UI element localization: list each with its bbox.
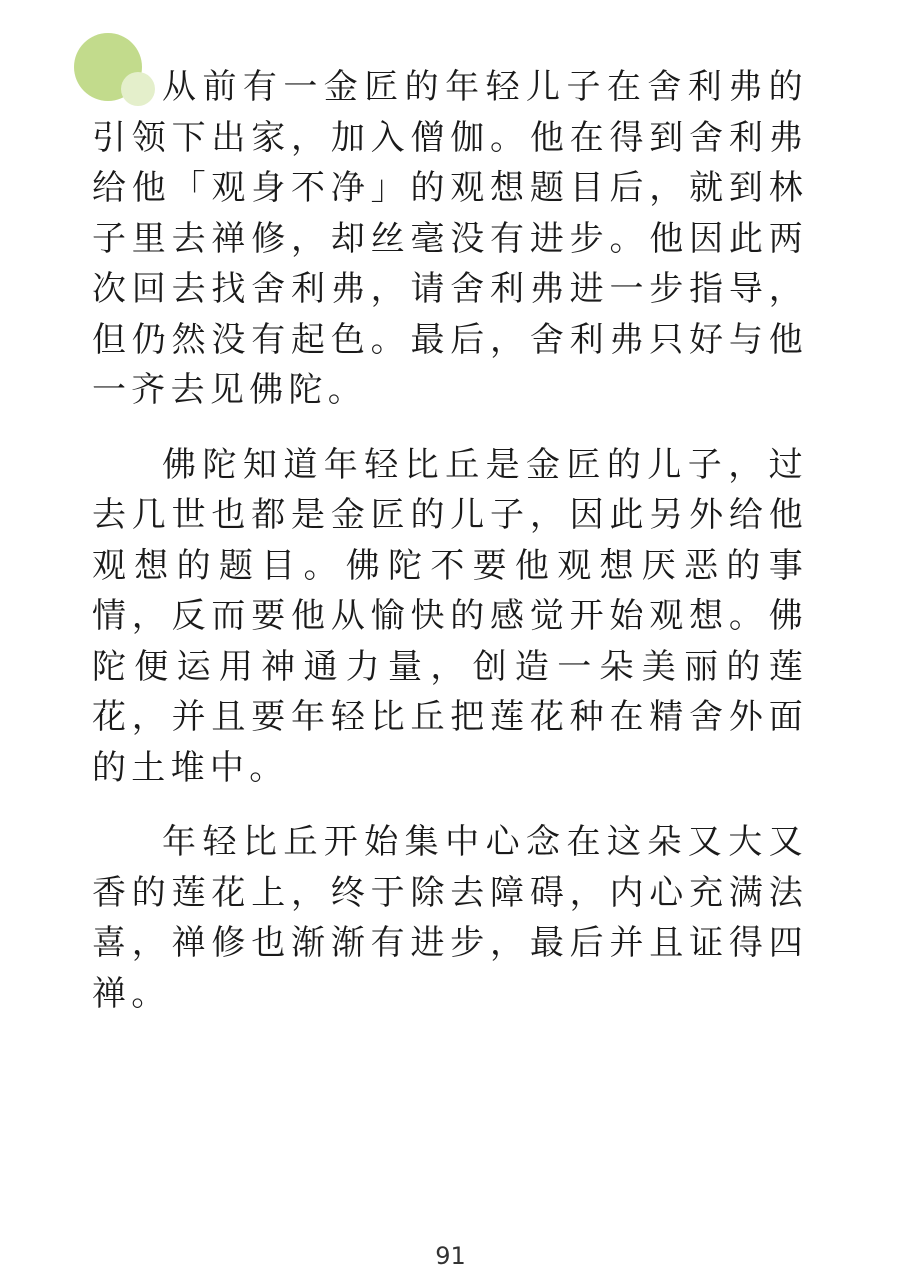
paragraph-1: 从前有一金匠的年轻儿子在舍利弗的引领下出家，加入僧伽。他在得到舍利弗给他「观身不净」的观想题目后，就到林子里去禅修，却丝毫没有进步。他因此两次回去找舍利弗，请舍利弗进一步指导，但仍然没有起色。最后，舍利弗只好与他一齐去见佛陀。 <box>92 67 808 410</box>
paragraph-2: 佛陀知道年轻比丘是金匠的儿子，过去几世也都是金匠的儿子，因此另外给他观想的题目。佛陀不要他观想厌恶的事情，反而要他从愉快的感觉开始观想。佛陀便运用神通力量，创造一朵美丽的莲花，并且要年轻比丘把莲花种在精舍外面的土堆中。 <box>92 444 808 788</box>
page-number: 91 <box>435 1242 466 1270</box>
paragraph-3: 年轻比丘开始集中心念在这朵又大又香的莲花上，终于除去障碍，内心充满法喜，禅修也渐渐有进步，最后并且证得四禅。 <box>92 822 808 1014</box>
body-text <box>92 62 808 1019</box>
